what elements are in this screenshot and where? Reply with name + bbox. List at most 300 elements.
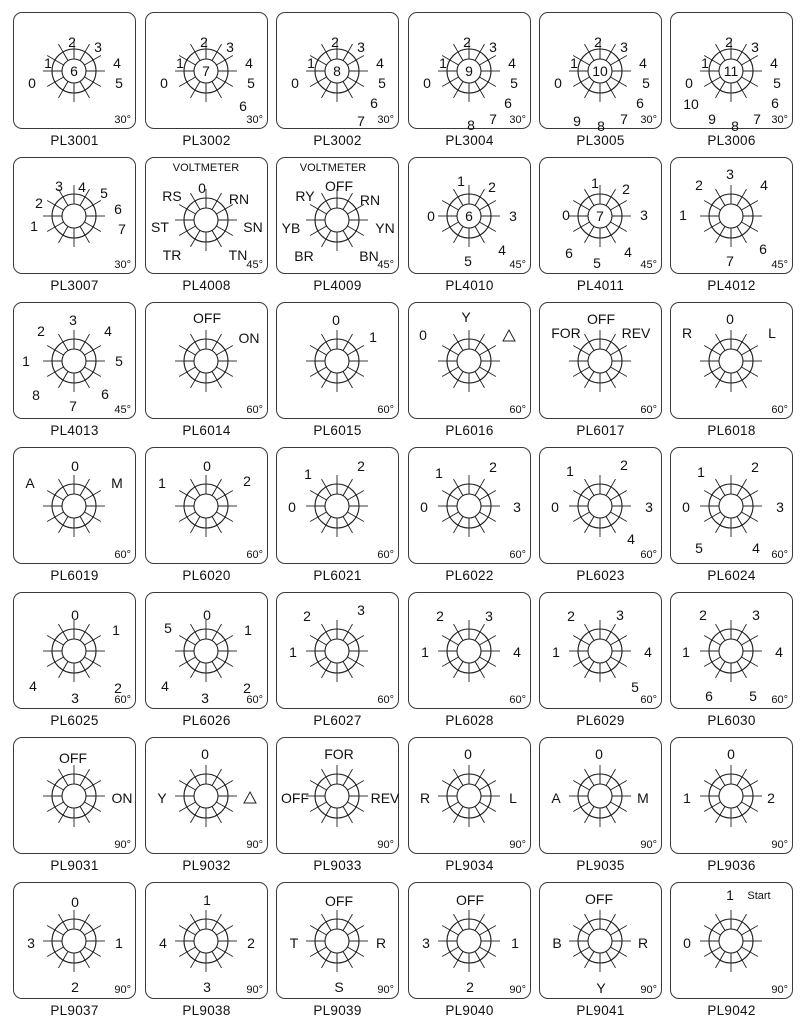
- switch-diagram-card: [670, 302, 793, 419]
- position-label: 5: [510, 75, 518, 91]
- position-label: 1: [244, 622, 252, 638]
- position-label: A: [551, 790, 561, 806]
- position-label: REV: [370, 790, 400, 806]
- model-name: PL4008: [182, 278, 231, 293]
- position-label: 1: [115, 935, 123, 951]
- position-label: REV: [621, 325, 651, 341]
- position-label: 5: [773, 75, 781, 91]
- position-label: 4: [775, 644, 783, 660]
- switching-angle: 45°: [246, 259, 263, 271]
- position-label: OFF: [193, 310, 221, 326]
- position-label: 0: [201, 746, 209, 762]
- switching-angle: 90°: [771, 984, 788, 996]
- model-name: PL3002: [313, 133, 362, 148]
- position-label: 2: [436, 608, 444, 624]
- position-label: 2: [303, 608, 311, 624]
- position-label: 2: [247, 935, 255, 951]
- switch-diagram-card: [539, 12, 662, 134]
- model-name: PL6023: [576, 568, 625, 583]
- switch-diagram-card: [408, 447, 531, 564]
- position-label: 7: [202, 63, 210, 79]
- position-label: 1: [682, 644, 690, 660]
- position-label: RY: [295, 188, 315, 204]
- switch-diagram-card: [670, 882, 793, 999]
- model-name: PL6016: [445, 423, 494, 438]
- position-label: 8: [731, 118, 739, 134]
- position-label: 1: [591, 175, 599, 191]
- position-label: 6: [114, 201, 122, 217]
- model-name: PL3006: [707, 133, 756, 148]
- switch-diagram-card: [670, 592, 793, 709]
- switching-angle: 60°: [509, 549, 526, 561]
- model-name: PL9035: [576, 858, 625, 873]
- switching-angle: 60°: [640, 694, 657, 706]
- position-label: 9: [465, 63, 473, 79]
- model-name: PL4009: [313, 278, 362, 293]
- switch-diagram-card: [276, 157, 399, 274]
- position-label: 6: [565, 245, 573, 261]
- position-label: 3: [69, 312, 77, 328]
- position-label: 2: [243, 680, 251, 696]
- position-label: 3: [71, 690, 79, 706]
- model-name: PL3002: [182, 133, 231, 148]
- position-label: 6: [465, 208, 473, 224]
- switching-angle: 90°: [377, 984, 394, 996]
- position-label: 5: [464, 253, 472, 269]
- position-label: S: [334, 979, 344, 995]
- position-label: OFF: [281, 790, 309, 806]
- switching-angle: 60°: [246, 549, 263, 561]
- position-label: 0: [423, 75, 431, 91]
- position-label: 3: [489, 39, 497, 55]
- position-label: R: [419, 790, 431, 806]
- switching-angle: 45°: [640, 259, 657, 271]
- position-label: 4: [644, 644, 652, 660]
- position-label: 7: [620, 111, 628, 127]
- switching-angle: 90°: [771, 839, 788, 851]
- position-label: 4: [78, 179, 86, 195]
- model-name: PL6030: [707, 713, 756, 728]
- position-label: OFF: [325, 893, 353, 909]
- position-label: 0: [203, 458, 211, 474]
- position-label: 2: [488, 179, 496, 195]
- position-label: R: [637, 935, 649, 951]
- model-name: PL9037: [50, 1003, 99, 1018]
- position-label: 0: [551, 499, 559, 515]
- position-label: 0: [595, 746, 603, 762]
- position-label: 2: [68, 34, 76, 50]
- switching-angle: 60°: [771, 694, 788, 706]
- switch-diagram-card: [670, 737, 793, 854]
- model-name: PL6020: [182, 568, 231, 583]
- position-label: 3: [751, 39, 759, 55]
- position-label: 2: [71, 979, 79, 995]
- switching-angle: 30°: [114, 259, 131, 271]
- position-label: OFF: [325, 178, 353, 194]
- position-label: 0: [71, 458, 79, 474]
- model-name: PL9039: [313, 1003, 362, 1018]
- position-label: 2: [243, 473, 251, 489]
- position-label: 4: [376, 55, 384, 71]
- position-label: 11: [723, 63, 739, 79]
- position-label: OFF: [456, 892, 484, 908]
- position-label: ST: [151, 219, 169, 235]
- position-label: Y: [596, 980, 606, 996]
- position-label: 2: [37, 323, 45, 339]
- position-label: 7: [753, 111, 761, 127]
- triangle-icon: [244, 792, 256, 803]
- switching-angle: 30°: [640, 114, 657, 126]
- position-label: 3: [55, 178, 63, 194]
- switching-angle: 90°: [640, 839, 657, 851]
- position-label: 0: [727, 746, 735, 762]
- position-label: 4: [760, 177, 768, 193]
- switch-diagram-card: [276, 882, 399, 999]
- position-label: 0: [726, 311, 734, 327]
- switch-diagram-card: [670, 447, 793, 564]
- model-name: PL3001: [50, 133, 99, 148]
- position-label: 5: [749, 688, 757, 704]
- position-label: 0: [203, 607, 211, 623]
- position-label: 7: [118, 221, 126, 237]
- switch-diagram-card: [276, 592, 399, 709]
- position-label: 6: [636, 95, 644, 111]
- position-label: 6: [705, 688, 713, 704]
- position-label: 1: [566, 463, 574, 479]
- position-label: BN: [359, 248, 379, 264]
- switching-angle: 30°: [509, 114, 526, 126]
- position-label: 1: [552, 644, 560, 660]
- position-label: OFF: [587, 311, 615, 327]
- model-name: PL9033: [313, 858, 362, 873]
- position-label: 6: [101, 386, 109, 402]
- model-name: PL9036: [707, 858, 756, 873]
- position-label: YB: [281, 220, 301, 236]
- position-label: M: [111, 475, 123, 491]
- position-label: 1: [570, 55, 578, 71]
- position-label: 0: [464, 746, 472, 762]
- position-label: RN: [228, 191, 250, 207]
- position-label: 0: [682, 499, 690, 515]
- position-label: M: [637, 790, 649, 806]
- position-label: 2: [466, 979, 474, 995]
- position-label: R: [681, 325, 693, 341]
- switching-angle: 60°: [509, 694, 526, 706]
- position-label: 7: [357, 113, 365, 129]
- position-label: 10: [592, 63, 608, 79]
- position-label: Start: [747, 890, 771, 902]
- position-label: 5: [378, 75, 386, 91]
- position-label: 9: [708, 111, 716, 127]
- switching-angle: 60°: [640, 549, 657, 561]
- switching-angle: 90°: [509, 984, 526, 996]
- model-name: PL6025: [50, 713, 99, 728]
- switch-diagram-card: [276, 12, 399, 129]
- position-label: 8: [32, 387, 40, 403]
- position-label: 5: [642, 75, 650, 91]
- position-label: 0: [288, 499, 296, 515]
- position-label: 4: [104, 323, 112, 339]
- model-name: PL9038: [182, 1003, 231, 1018]
- position-label: L: [509, 790, 517, 806]
- switch-diagram-card: [13, 447, 136, 564]
- switch-diagram-card: [145, 592, 268, 709]
- switching-angle: 90°: [509, 839, 526, 851]
- switching-angle: 60°: [640, 404, 657, 416]
- switch-diagram-card: [539, 302, 662, 419]
- position-label: 5: [115, 353, 123, 369]
- model-name: PL3004: [445, 133, 494, 148]
- switch-diagram-card: [670, 157, 793, 274]
- switch-diagram-card: [276, 302, 399, 419]
- position-label: 3: [726, 166, 734, 182]
- position-label: 7: [596, 208, 604, 224]
- model-name: PL6015: [313, 423, 362, 438]
- position-label: 3: [645, 499, 653, 515]
- position-label: 5: [695, 540, 703, 556]
- position-label: 6: [70, 63, 78, 79]
- switching-angle: 90°: [246, 839, 263, 851]
- position-label: 1: [701, 55, 709, 71]
- position-label: 2: [594, 34, 602, 50]
- model-name: PL9031: [50, 858, 99, 873]
- position-label: TN: [228, 247, 248, 263]
- switch-diagram-card: [13, 737, 136, 854]
- model-name: PL4012: [707, 278, 756, 293]
- position-label: 2: [35, 195, 43, 211]
- switch-diagram-card: [276, 447, 399, 564]
- switch-diagram-card: [13, 882, 136, 999]
- switch-diagram-card: [408, 737, 531, 854]
- position-label: 4: [624, 244, 632, 260]
- model-name: PL9041: [576, 1003, 625, 1018]
- dial-title: VOLTMETER: [299, 162, 367, 174]
- position-label: 4: [29, 678, 37, 694]
- switching-angle: 30°: [377, 114, 394, 126]
- position-label: ON: [111, 790, 133, 806]
- position-label: 2: [200, 34, 208, 50]
- switching-angle: 30°: [114, 114, 131, 126]
- position-label: T: [289, 935, 299, 951]
- position-label: 1: [435, 465, 443, 481]
- position-label: 2: [489, 459, 497, 475]
- switch-diagram-card: [145, 737, 268, 854]
- position-label: 2: [699, 607, 707, 623]
- position-label: 3: [94, 39, 102, 55]
- position-label: 7: [69, 398, 77, 414]
- position-label: 6: [759, 241, 767, 257]
- model-name: PL6027: [313, 713, 362, 728]
- switch-diagram-card: [145, 882, 268, 999]
- position-label: 0: [562, 207, 570, 223]
- position-label: L: [768, 325, 776, 341]
- model-name: PL6019: [50, 568, 99, 583]
- position-label: 0: [419, 327, 427, 343]
- position-label: 0: [28, 75, 36, 91]
- position-label: 1: [439, 55, 447, 71]
- position-label: 8: [333, 63, 341, 79]
- position-label: 3: [357, 39, 365, 55]
- switching-angle: 60°: [771, 549, 788, 561]
- position-label: 1: [697, 464, 705, 480]
- position-label: Y: [157, 790, 167, 806]
- position-label: 3: [616, 607, 624, 623]
- model-name: PL9034: [445, 858, 494, 873]
- switch-diagram-card: [145, 447, 268, 564]
- switch-diagram-card: [539, 447, 662, 564]
- model-name: PL6018: [707, 423, 756, 438]
- switch-diagram-card: [13, 157, 136, 274]
- switching-angle: 90°: [114, 984, 131, 996]
- position-label: Y: [461, 309, 471, 325]
- switch-diagram-card: [145, 302, 268, 419]
- switching-angle: 30°: [246, 114, 263, 126]
- position-label: 0: [685, 75, 693, 91]
- position-label: B: [552, 935, 562, 951]
- position-label: YN: [375, 220, 395, 236]
- position-label: 0: [683, 935, 691, 951]
- position-label: 0: [71, 607, 79, 623]
- switch-diagram-card: [408, 592, 531, 709]
- position-label: SN: [243, 219, 263, 235]
- model-name: PL4011: [576, 278, 625, 293]
- position-label: 2: [567, 608, 575, 624]
- position-label: 1: [158, 475, 166, 491]
- position-label: 2: [725, 34, 733, 50]
- position-label: 4: [639, 55, 647, 71]
- position-label: 3: [27, 935, 35, 951]
- position-label: 2: [620, 457, 628, 473]
- position-label: 2: [695, 177, 703, 193]
- model-name: PL3005: [576, 133, 625, 148]
- position-label: 5: [100, 185, 108, 201]
- switch-diagram-card: [145, 157, 268, 274]
- position-label: 2: [767, 790, 775, 806]
- switch-diagram-card: [145, 12, 268, 129]
- position-label: 1: [457, 173, 465, 189]
- position-label: 2: [331, 34, 339, 50]
- model-name: PL6029: [576, 713, 625, 728]
- switching-angle: 45°: [114, 404, 131, 416]
- position-label: R: [375, 935, 387, 951]
- switching-angle: 90°: [640, 984, 657, 996]
- position-label: 1: [307, 55, 315, 71]
- position-label: 5: [631, 679, 639, 695]
- position-label: 4: [770, 55, 778, 71]
- position-label: FOR: [324, 746, 354, 762]
- position-label: 3: [226, 39, 234, 55]
- position-label: 3: [776, 499, 784, 515]
- position-label: 5: [115, 75, 123, 91]
- position-label: 2: [463, 34, 471, 50]
- switching-angle: 60°: [114, 549, 131, 561]
- position-label: 0: [71, 894, 79, 910]
- model-name: PL3007: [50, 278, 99, 293]
- switching-angle: 90°: [377, 839, 394, 851]
- position-label: 1: [112, 622, 120, 638]
- position-label: 4: [752, 540, 760, 556]
- switch-diagram-card: [539, 157, 662, 274]
- position-label: 0: [332, 312, 340, 328]
- position-label: 1: [511, 935, 519, 951]
- position-label: 1: [30, 218, 38, 234]
- position-label: 4: [159, 935, 167, 951]
- switching-angle: 60°: [509, 404, 526, 416]
- position-label: 0: [427, 208, 435, 224]
- switching-angle: 60°: [246, 404, 263, 416]
- position-label: 8: [597, 118, 605, 134]
- position-label: 0: [198, 180, 206, 196]
- model-name: PL9042: [707, 1003, 756, 1018]
- position-label: 1: [726, 887, 734, 903]
- model-name: PL6024: [707, 568, 756, 583]
- position-label: 1: [22, 353, 30, 369]
- switch-diagram-card: [539, 592, 662, 709]
- position-label: 4: [513, 644, 521, 660]
- position-label: OFF: [585, 891, 613, 907]
- position-label: 3: [620, 39, 628, 55]
- switching-angle: 45°: [509, 259, 526, 271]
- position-label: 6: [239, 98, 247, 114]
- position-label: TR: [162, 247, 182, 263]
- switch-diagram-card: [13, 302, 136, 419]
- position-label: 6: [504, 95, 512, 111]
- position-label: 9: [573, 113, 581, 129]
- position-label: 3: [357, 602, 365, 618]
- model-name: PL6021: [313, 568, 362, 583]
- position-label: 1: [176, 55, 184, 71]
- switching-angle: 90°: [114, 839, 131, 851]
- position-label: 1: [421, 644, 429, 660]
- position-label: 1: [304, 466, 312, 482]
- position-label: 3: [201, 690, 209, 706]
- position-label: 0: [291, 75, 299, 91]
- position-label: 3: [422, 935, 430, 951]
- switching-angle: 90°: [246, 984, 263, 996]
- position-label: 3: [752, 607, 760, 623]
- switch-diagram-card: [276, 737, 399, 854]
- position-label: 4: [498, 242, 506, 258]
- position-label: RS: [162, 188, 182, 204]
- position-label: 2: [114, 680, 122, 696]
- switching-angle: 60°: [246, 694, 263, 706]
- switch-diagram-card: [408, 882, 531, 999]
- position-label: 5: [593, 255, 601, 271]
- switching-angle: 60°: [771, 404, 788, 416]
- position-label: 3: [513, 499, 521, 515]
- position-label: 6: [370, 95, 378, 111]
- model-name: PL4010: [445, 278, 494, 293]
- position-label: 7: [726, 253, 734, 269]
- position-label: 5: [247, 75, 255, 91]
- switch-diagram-card: [408, 12, 531, 133]
- position-label: 4: [245, 55, 253, 71]
- switch-diagram-card: [670, 12, 793, 134]
- switching-angle: 45°: [377, 259, 394, 271]
- position-label: 4: [161, 678, 169, 694]
- switching-angle: 60°: [114, 694, 131, 706]
- position-label: 1: [203, 892, 211, 908]
- position-label: 0: [160, 75, 168, 91]
- switch-diagram-card: [539, 737, 662, 854]
- position-label: 4: [627, 531, 635, 547]
- model-name: PL6028: [445, 713, 494, 728]
- position-label: 3: [203, 979, 211, 995]
- switching-angle: 60°: [377, 694, 394, 706]
- switch-diagram-card: [408, 302, 531, 419]
- position-label: 0: [420, 499, 428, 515]
- switching-angle: 60°: [377, 404, 394, 416]
